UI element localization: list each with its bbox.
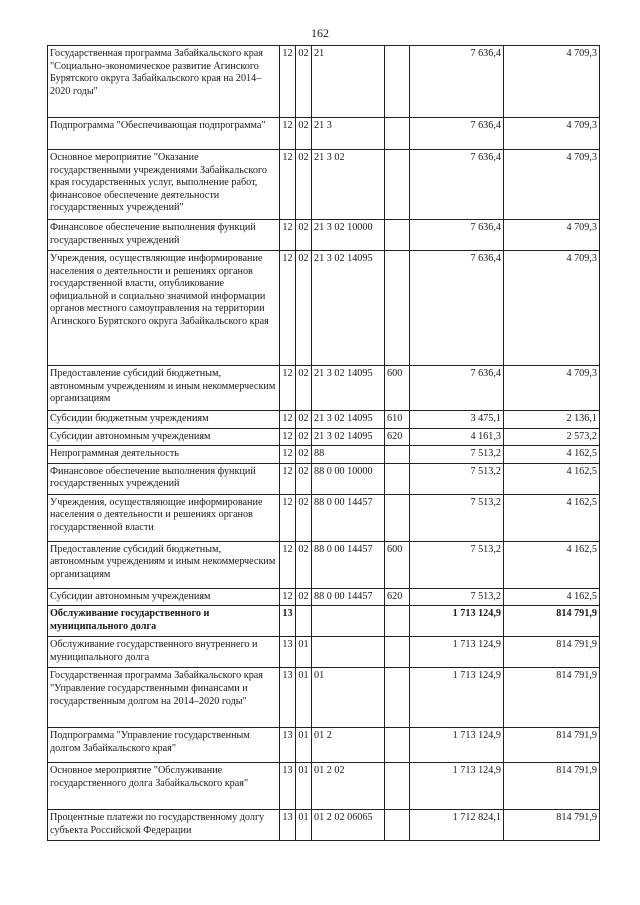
subsection-code-cell: 02: [296, 428, 312, 446]
target-item-code-cell: 21 3 02 14095: [312, 411, 385, 429]
expense-type-code-cell: [385, 118, 410, 150]
amount-2-cell: 4 709,3: [504, 366, 600, 411]
amount-1-cell: 7 513,2: [410, 588, 504, 606]
expense-type-code-cell: 610: [385, 411, 410, 429]
row-name-cell: Учреждения, осуществляющие информирование населения о деятельности и решениях органов государственной власти, опубликование официальной и социально значимой информации органов местного самоуправления на территории Агинского Бурятского округа Забайкальского края: [48, 251, 280, 366]
target-item-code-cell: 21 3 02 14095: [312, 251, 385, 366]
table-row: [48, 118, 600, 150]
target-item-code-cell: 01 2 02: [312, 763, 385, 810]
section-code-cell: 13: [280, 810, 296, 841]
expense-type-code-cell: [385, 637, 410, 668]
subsection-code-cell: 01: [296, 728, 312, 763]
amount-1-cell: 7 636,4: [410, 366, 504, 411]
section-code-cell: 12: [280, 251, 296, 366]
target-item-code-cell: 21 3 02 14095: [312, 366, 385, 411]
section-code-cell: 13: [280, 668, 296, 728]
target-item-code-cell: 01 2 02 06065: [312, 810, 385, 841]
target-item-code-cell: 88 0 00 10000: [312, 463, 385, 494]
amount-1-cell: 1 713 124,9: [410, 637, 504, 668]
target-item-code-cell: [312, 606, 385, 637]
subsection-code-cell: 02: [296, 118, 312, 150]
amount-2-cell: 4 162,5: [504, 541, 600, 588]
section-code-cell: 13: [280, 637, 296, 668]
table-row: [48, 494, 600, 541]
page-number: 162: [311, 26, 329, 40]
table-row: [48, 588, 600, 606]
amount-1-cell: 7 513,2: [410, 463, 504, 494]
subsection-code-cell: 02: [296, 366, 312, 411]
expense-type-code-cell: [385, 810, 410, 841]
target-item-code-cell: 88 0 00 14457: [312, 494, 385, 541]
amount-1-cell: 1 713 124,9: [410, 606, 504, 637]
subsection-code-cell: 02: [296, 541, 312, 588]
amount-1-cell: 1 713 124,9: [410, 728, 504, 763]
target-item-code-cell: 21 3: [312, 118, 385, 150]
table-row: [48, 541, 600, 588]
row-name-cell: Подпрограмма "Управление государственным долгом Забайкальского края": [48, 728, 280, 763]
target-item-code-cell: 01: [312, 668, 385, 728]
amount-2-cell: 4 709,3: [504, 46, 600, 118]
amount-2-cell: 814 791,9: [504, 763, 600, 810]
amount-1-cell: 7 636,4: [410, 46, 504, 118]
row-name-cell: Субсидии автономным учреждениям: [48, 428, 280, 446]
expense-type-code-cell: [385, 668, 410, 728]
expense-type-code-cell: [385, 251, 410, 366]
section-code-cell: 13: [280, 606, 296, 637]
section-code-cell: 12: [280, 541, 296, 588]
target-item-code-cell: 01 2: [312, 728, 385, 763]
section-code-cell: 13: [280, 728, 296, 763]
amount-1-cell: 4 161,3: [410, 428, 504, 446]
amount-1-cell: 7 636,4: [410, 220, 504, 251]
subsection-code-cell: 02: [296, 251, 312, 366]
section-code-cell: 12: [280, 118, 296, 150]
subsection-code-cell: 01: [296, 763, 312, 810]
row-name-cell: Обслуживание государственного и муниципального долга: [48, 606, 280, 637]
table-row: [48, 606, 600, 637]
expense-type-code-cell: 600: [385, 541, 410, 588]
amount-1-cell: 7 636,4: [410, 251, 504, 366]
table-row: [48, 637, 600, 668]
section-code-cell: 12: [280, 411, 296, 429]
amount-2-cell: 4 162,5: [504, 588, 600, 606]
target-item-code-cell: 88 0 00 14457: [312, 541, 385, 588]
expense-type-code-cell: [385, 728, 410, 763]
amount-2-cell: 4 162,5: [504, 446, 600, 464]
amount-1-cell: 1 712 824,1: [410, 810, 504, 841]
row-name-cell: Государственная программа Забайкальского края "Управление государственными финансами и государственным долгом на 2014–2020 годы": [48, 668, 280, 728]
amount-2-cell: 4 709,3: [504, 118, 600, 150]
row-name-cell: Субсидии автономным учреждениям: [48, 588, 280, 606]
row-name-cell: Предоставление субсидий бюджетным, автономным учреждениям и иным некоммерческим организациям: [48, 366, 280, 411]
table-row: [48, 150, 600, 220]
row-name-cell: Непрограммная деятельность: [48, 446, 280, 464]
expense-type-code-cell: [385, 150, 410, 220]
table-row: [48, 728, 600, 763]
expense-type-code-cell: [385, 606, 410, 637]
row-name-cell: Основное мероприятие "Оказание государственными учреждениями Забайкальского края государственных услуг, выполнение работ, финансовое обеспечение деятельности государственных учреждений": [48, 150, 280, 220]
expense-type-code-cell: 600: [385, 366, 410, 411]
table-row: [48, 463, 600, 494]
row-name-cell: Государственная программа Забайкальского края "Социально-экономическое развитие Агинского Бурятского округа Забайкальского края на 2014–2020 годы": [48, 46, 280, 118]
target-item-code-cell: 88: [312, 446, 385, 464]
subsection-code-cell: 02: [296, 588, 312, 606]
expense-type-code-cell: [385, 463, 410, 494]
subsection-code-cell: 02: [296, 150, 312, 220]
amount-1-cell: 7 513,2: [410, 494, 504, 541]
target-item-code-cell: 21: [312, 46, 385, 118]
amount-2-cell: 814 791,9: [504, 668, 600, 728]
amount-2-cell: 4 162,5: [504, 494, 600, 541]
table-row: [48, 446, 600, 464]
section-code-cell: 12: [280, 446, 296, 464]
section-code-cell: 12: [280, 150, 296, 220]
target-item-code-cell: 21 3 02 10000: [312, 220, 385, 251]
table-row: [48, 46, 600, 118]
table-row: [48, 220, 600, 251]
amount-2-cell: 2 573,2: [504, 428, 600, 446]
row-name-cell: Основное мероприятие "Обслуживание государственного долга Забайкальского края": [48, 763, 280, 810]
amount-1-cell: 1 713 124,9: [410, 668, 504, 728]
target-item-code-cell: 88 0 00 14457: [312, 588, 385, 606]
table-row: [48, 668, 600, 728]
subsection-code-cell: 02: [296, 494, 312, 541]
subsection-code-cell: 02: [296, 411, 312, 429]
subsection-code-cell: 01: [296, 637, 312, 668]
section-code-cell: 12: [280, 494, 296, 541]
section-code-cell: 12: [280, 366, 296, 411]
subsection-code-cell: 01: [296, 810, 312, 841]
subsection-code-cell: 02: [296, 446, 312, 464]
subsection-code-cell: 02: [296, 46, 312, 118]
subsection-code-cell: 01: [296, 668, 312, 728]
section-code-cell: 12: [280, 588, 296, 606]
subsection-code-cell: 02: [296, 220, 312, 251]
row-name-cell: Процентные платежи по государственному долгу субъекта Российской Федерации: [48, 810, 280, 841]
amount-1-cell: 7 636,4: [410, 150, 504, 220]
row-name-cell: Учреждения, осуществляющие информирование населения о деятельности и решениях органов государственной власти: [48, 494, 280, 541]
section-code-cell: 12: [280, 463, 296, 494]
table-row: [48, 251, 600, 366]
row-name-cell: Обслуживание государственного внутреннего и муниципального долга: [48, 637, 280, 668]
row-name-cell: Предоставление субсидий бюджетным, автономным учреждениям и иным некоммерческим организациям: [48, 541, 280, 588]
section-code-cell: 13: [280, 763, 296, 810]
expense-type-code-cell: [385, 220, 410, 251]
budget-table: [47, 45, 600, 841]
amount-1-cell: 1 713 124,9: [410, 763, 504, 810]
row-name-cell: Подпрограмма "Обеспечивающая подпрограмма": [48, 118, 280, 150]
amount-1-cell: 3 475,1: [410, 411, 504, 429]
table-row: [48, 428, 600, 446]
amount-2-cell: 4 709,3: [504, 220, 600, 251]
amount-2-cell: 2 136,1: [504, 411, 600, 429]
expense-type-code-cell: [385, 446, 410, 464]
section-code-cell: 12: [280, 428, 296, 446]
expense-type-code-cell: [385, 46, 410, 118]
row-name-cell: Финансовое обеспечение выполнения функций государственных учреждений: [48, 220, 280, 251]
amount-2-cell: 814 791,9: [504, 637, 600, 668]
expense-type-code-cell: [385, 494, 410, 541]
row-name-cell: Субсидии бюджетным учреждениям: [48, 411, 280, 429]
amount-2-cell: 814 791,9: [504, 728, 600, 763]
row-name-cell: Финансовое обеспечение выполнения функций государственных учреждений: [48, 463, 280, 494]
subsection-code-cell: 02: [296, 463, 312, 494]
amount-2-cell: 4 709,3: [504, 150, 600, 220]
section-code-cell: 12: [280, 220, 296, 251]
amount-1-cell: 7 513,2: [410, 446, 504, 464]
amount-1-cell: 7 513,2: [410, 541, 504, 588]
target-item-code-cell: 21 3 02: [312, 150, 385, 220]
amount-2-cell: 814 791,9: [504, 606, 600, 637]
table-row: [48, 366, 600, 411]
table-row: [48, 810, 600, 841]
amount-1-cell: 7 636,4: [410, 118, 504, 150]
amount-2-cell: 814 791,9: [504, 810, 600, 841]
expense-type-code-cell: 620: [385, 588, 410, 606]
expense-type-code-cell: [385, 763, 410, 810]
target-item-code-cell: [312, 637, 385, 668]
amount-2-cell: 4 709,3: [504, 251, 600, 366]
table-row: [48, 763, 600, 810]
table-row: [48, 411, 600, 429]
subsection-code-cell: [296, 606, 312, 637]
target-item-code-cell: 21 3 02 14095: [312, 428, 385, 446]
expense-type-code-cell: 620: [385, 428, 410, 446]
section-code-cell: 12: [280, 46, 296, 118]
amount-2-cell: 4 162,5: [504, 463, 600, 494]
